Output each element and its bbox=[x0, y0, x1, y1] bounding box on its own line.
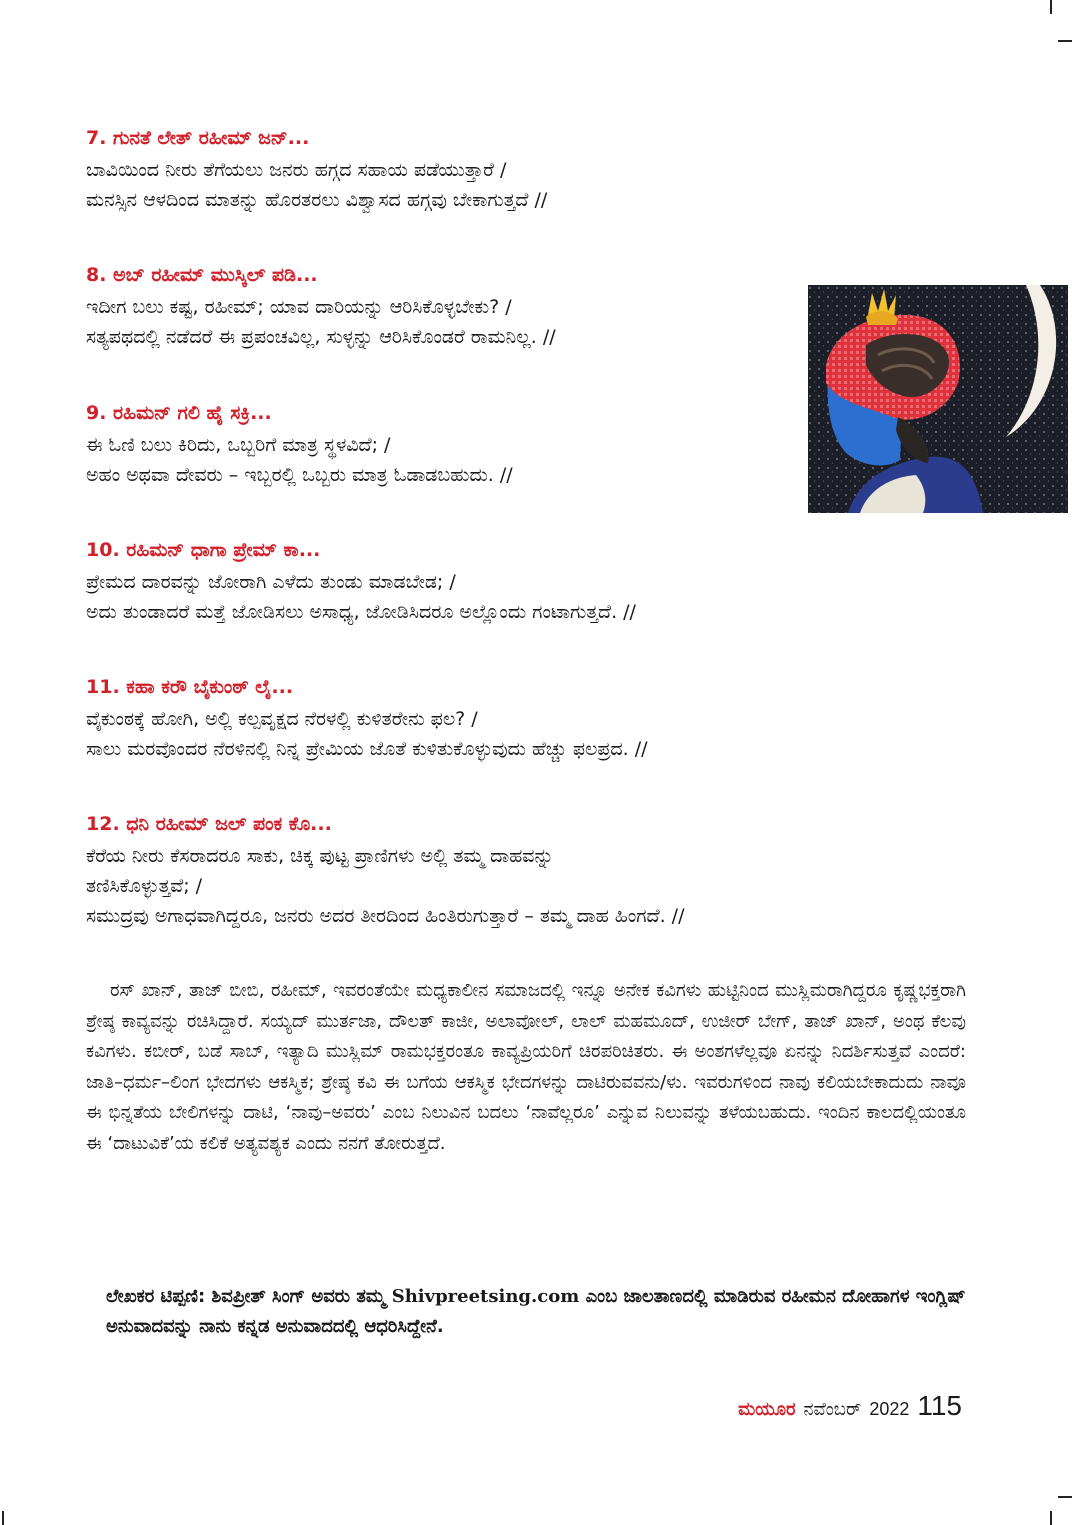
verse-line: ಇದೀಗ ಬಲು ಕಷ್ಟ, ರಹೀಮ್; ಯಾವ ದಾರಿಯನ್ನು ಆರಿಸಿಕೊಳ್ಳಬೇಕು? / bbox=[86, 296, 512, 318]
verse-11 bbox=[86, 674, 966, 764]
issue-year: 2022 bbox=[869, 1399, 910, 1419]
verse-line: ಮನಸ್ಸಿನ ಆಳದಿಂದ ಮಾತನ್ನು ಹೊರತರಲು ವಿಶ್ವಾಸದ ಹಗ್ಗವು ಬೇಕಾಗುತ್ತದೆ // bbox=[86, 189, 548, 211]
page-footer bbox=[738, 1390, 962, 1422]
verse-line: ಅದು ತುಂಡಾದರೆ ಮತ್ತೆ ಜೋಡಿಸಲು ಅಸಾಧ್ಯ, ಜೋಡಿಸಿದರೂ ಅಲ್ಲೊಂದು ಗಂಟಾಗುತ್ತದೆ. // bbox=[86, 601, 636, 623]
verse-line: ಸಮುದ್ರವು ಅಗಾಧವಾಗಿದ್ದರೂ, ಜನರು ಅದರ ತೀರದಿಂದ ಹಿಂತಿರುಗುತ್ತಾರೆ – ತಮ್ಮ ದಾಹ ಹಿಂಗದೆ. // bbox=[86, 905, 685, 927]
page-number: 115 bbox=[917, 1390, 962, 1421]
essay-paragraph: ರಸ್ ಖಾನ್, ತಾಜ್ ಬೀಬಿ, ರಹೀಮ್, ಇವರಂತೆಯೇ ಮಧ್ಯಕಾಲೀನ ಸಮಾಜದಲ್ಲಿ ಇನ್ನೂ ಅನೇಕ ಕವಿಗಳು ಹುಟ್ಟಿನಿಂದ ಮುಸ್ಲಿಮರಾಗಿದ್ದರೂ ಕೃಷ್ಣಭಕ್ತರಾಗಿ ಶ್ರೇಷ್ಠ ಕಾವ್ಯವನ್ನು ರಚಿಸಿದ್ದಾರೆ. ಸಯ್ಯದ್ ಮುರ್ತಜಾ, ದೌಲತ್ ಕಾಜೀ, ಅಲಾವೋಲ್, ಲಾಲ್ ಮಹಮೂದ್, ಉಜೀರ್ ಬೇಗ್, ತಾಜ್ ಖಾನ್, ಅಂಥ ಕೆಲವು ಕವಿಗಳು. ಕಬೀರ್, ಬಡೆ ಸಾಬ್, ಇತ್ಯಾದಿ ಮುಸ್ಲಿಮ್ ರಾಮಭಕ್ತರಂತೂ ಕಾವ್ಯಪ್ರಿಯರಿಗೆ ಚಿರಪರಿಚಿತರು. ಈ ಅಂಶಗಳೆಲ್ಲವೂ ಏನನ್ನು ನಿದರ್ಶಿಸುತ್ತವೆ ಎಂದರೆ: ಜಾತಿ–ಧರ್ಮ–ಲಿಂಗ ಭೇದಗಳು ಆಕಸ್ಮಿಕ; ಶ್ರೇಷ್ಠ ಕವಿ ಈ ಬಗೆಯ ಆಕಸ್ಮಿಕ ಭೇದಗಳನ್ನು ದಾಟಿರುವವನು/ಳು. ಇವರುಗಳಿಂದ ನಾವು ಕಲಿಯಬೇಕಾದುದು ನಾವೂ ಈ ಭಿನ್ನತೆಯ ಬೇಲಿಗಳನ್ನು ದಾಟಿ, ‘ನಾವು–ಅವರು’ ಎಂಬ ನಿಲುವಿನ ಬದಲು ‘ನಾವೆಲ್ಲರೂ’ ಎನ್ನುವ ನಿಲುವನ್ನು ತಳೆಯಬಹುದು. ಇಂದಿನ ಕಾಲದಲ್ಲಿಯಂತೂ ಈ ‘ದಾಟುವಿಕೆ’ಯ ಕಲಿಕೆ ಅತ್ಯವಶ್ಯಕ ಎಂದು ನನಗೆ ತೋರುತ್ತದೆ. bbox=[86, 980, 966, 1154]
verse-9 bbox=[86, 400, 796, 490]
verse-line: ಕೆರೆಯ ನೀರು ಕೆಸರಾದರೂ ಸಾಕು, ಚಿಕ್ಕ ಪುಟ್ಟ ಪ್ರಾಣಿಗಳು ಅಲ್ಲಿ ತಮ್ಮ ದಾಹವನ್ನು bbox=[86, 845, 554, 867]
verse-title: 9. ರಹಿಮನ್ ಗಲಿ ಹೈ ಸಕ್ರಿ... bbox=[86, 402, 272, 424]
note-text: ಎಂಬ ಜಾಲತಾಣದಲ್ಲಿ ಮಾಡಿರುವ ರಹೀಮನ ದೋಹಾಗಳ ಇಂಗ್ಲಿಷ್ ಅನುವಾದವನ್ನು ನಾನು ಕನ್ನಡ ಅನುವಾದದಲ್ಲಿ ಆಧರಿಸಿದ್ದೇನೆ. bbox=[106, 1286, 966, 1337]
crop-mark bbox=[1050, 1511, 1052, 1525]
magazine-logo: ಮಯೂರ bbox=[738, 1399, 796, 1420]
crop-mark bbox=[1050, 0, 1052, 14]
verse-7 bbox=[86, 125, 966, 215]
verse-8 bbox=[86, 262, 796, 352]
website-name: Shivpreetsing.com bbox=[391, 1286, 580, 1307]
crop-mark bbox=[2, 1511, 4, 1525]
author-note bbox=[106, 1282, 966, 1342]
verse-title: 7. ಗುನತೆ ಲೇತ್ ರಹೀಮ್ ಜನ್... bbox=[86, 127, 310, 149]
verse-line: ಸತ್ಯಪಥದಲ್ಲಿ ನಡೆದರೆ ಈ ಪ್ರಪಂಚವಿಲ್ಲ, ಸುಳ್ಳನ್ನು ಆರಿಸಿಕೊಂಡರೆ ರಾಮನಿಲ್ಲ. // bbox=[86, 326, 556, 348]
verse-line: ಈ ಓಣಿ ಬಲು ಕಿರಿದು, ಒಬ್ಬರಿಗೆ ಮಾತ್ರ ಸ್ಥಳವಿದೆ; / bbox=[86, 434, 391, 456]
note-text: ಲೇಖಕರ ಟಿಪ್ಪಣಿ: ಶಿವಪ್ರೀತ್ ಸಿಂಗ್ ಅವರು ತಮ್ಮ bbox=[106, 1286, 392, 1307]
issue-month: ನವೆಂಬರ್ bbox=[803, 1399, 862, 1420]
verse-title: 11. ಕಹಾ ಕರೌ ಬೈಕುಂಠ್ ಲೈ... bbox=[86, 676, 294, 698]
verse-line: ಬಾವಿಯಿಂದ ನೀರು ತೆಗೆಯಲು ಜನರು ಹಗ್ಗದ ಸಹಾಯ ಪಡೆಯುತ್ತಾರೆ / bbox=[86, 159, 507, 181]
verse-title: 10. ರಹಿಮನ್ ಧಾಗಾ ಪ್ರೇಮ್ ಕಾ... bbox=[86, 539, 321, 561]
illustration-crescent-moon-turbaned-figure-icon bbox=[808, 285, 1068, 513]
verse-line: ಪ್ರೇಮದ ದಾರವನ್ನು ಜೋರಾಗಿ ಎಳೆದು ತುಂಡು ಮಾಡಬೇಡ; / bbox=[86, 571, 456, 593]
verse-line: ಸಾಲು ಮರವೊಂದರ ನೆರಳಿನಲ್ಲಿ ನಿನ್ನ ಪ್ರೇಮಿಯ ಜೊತೆ ಕುಳಿತುಕೊಳ್ಳುವುದು ಹೆಚ್ಚು ಫಲಪ್ರದ. // bbox=[86, 738, 648, 760]
verse-line: ತಣಿಸಿಕೊಳ್ಳುತ್ತವೆ; / bbox=[86, 875, 203, 897]
verse-12 bbox=[86, 811, 966, 931]
verse-title: 8. ಅಬ್ ರಹೀಮ್ ಮುಸ್ಕಿಲ್ ಪಡಿ... bbox=[86, 264, 318, 286]
verse-line: ಅಹಂ ಅಥವಾ ದೇವರು – ಇಬ್ಬರಲ್ಲಿ ಒಬ್ಬರು ಮಾತ್ರ ಓಡಾಡಬಹುದು. // bbox=[86, 464, 513, 486]
crop-mark bbox=[1058, 40, 1072, 42]
verse-line: ವೈಕುಂಠಕ್ಕೆ ಹೋಗಿ, ಅಲ್ಲಿ ಕಲ್ಪವೃಕ್ಷದ ನೆರಳಲ್ಲಿ ಕುಳಿತರೇನು ಫಲ? / bbox=[86, 708, 478, 730]
verse-title: 12. ಧನಿ ರಹೀಮ್ ಜಲ್ ಪಂಕ ಕೊ... bbox=[86, 813, 332, 835]
verse-10 bbox=[86, 537, 966, 627]
crop-mark bbox=[1058, 1496, 1072, 1498]
